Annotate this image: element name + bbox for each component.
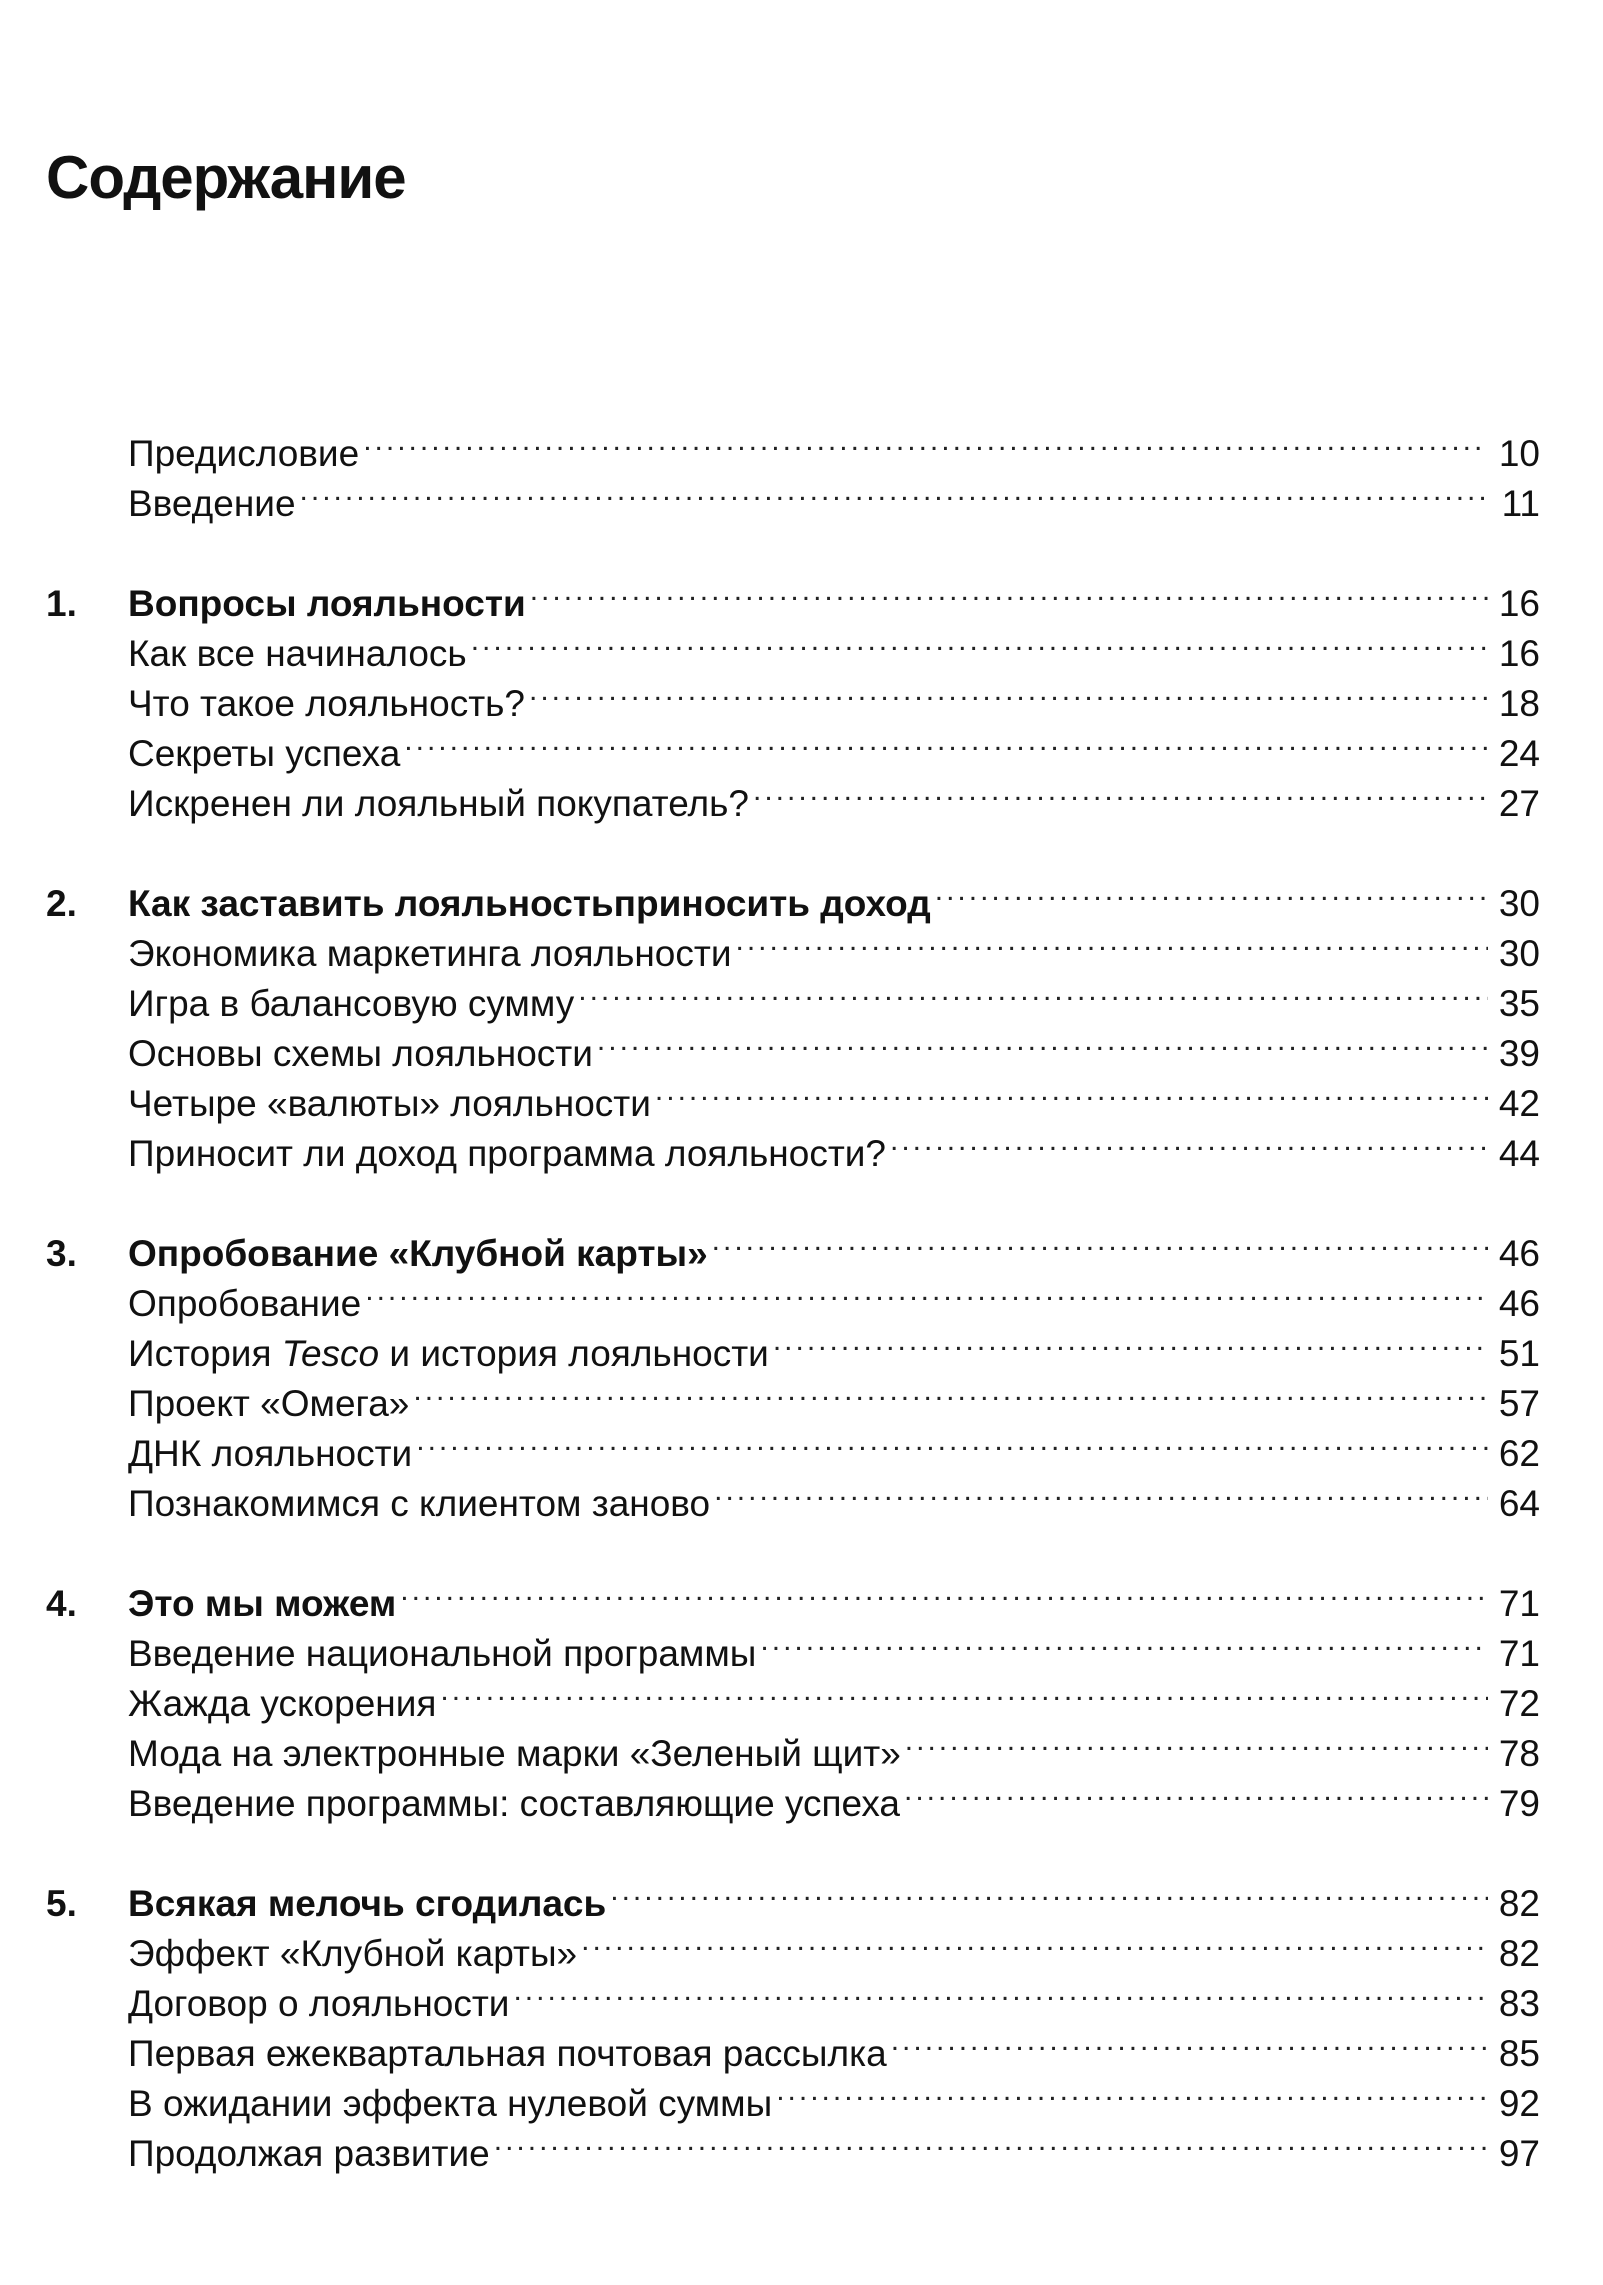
page-number: 46 xyxy=(1498,1283,1540,1324)
chapter-number: 2. xyxy=(46,883,77,924)
dot-leader xyxy=(904,1766,1488,1816)
dot-leader xyxy=(578,966,1488,1016)
dot-leader xyxy=(413,1366,1488,1416)
dot-leader xyxy=(440,1666,1488,1716)
toc-chapter-2[interactable] xyxy=(46,866,1540,924)
dot-leader xyxy=(760,1616,1488,1666)
page-number: 16 xyxy=(1498,583,1540,624)
page-number: 39 xyxy=(1498,1033,1540,1074)
page-number: 44 xyxy=(1498,1133,1540,1174)
page-number: 79 xyxy=(1498,1783,1540,1824)
dot-leader xyxy=(530,566,1488,616)
section-title: Приносит ли доход программа лояльности? xyxy=(128,1133,887,1174)
dot-leader xyxy=(529,666,1488,716)
chapter-title: Вопросы лояльности xyxy=(128,583,526,624)
chapter-number: 5. xyxy=(46,1883,77,1924)
dot-leader xyxy=(610,1866,1488,1916)
section-title: Введение национальной программы xyxy=(128,1633,757,1674)
dot-leader xyxy=(365,1266,1488,1316)
page-title: Содержание xyxy=(46,144,406,211)
dot-leader xyxy=(776,2066,1488,2116)
dot-leader xyxy=(736,916,1489,966)
toc-chapter-5[interactable] xyxy=(46,1866,1540,1924)
chapter-title: Всякая мелочь сгодилась xyxy=(128,1883,607,1924)
page-number: 57 xyxy=(1498,1383,1540,1424)
page-number: 11 xyxy=(1501,483,1540,524)
dot-leader xyxy=(597,1016,1488,1066)
section-title: Первая ежеквартальная почтовая рассылка xyxy=(128,2033,887,2074)
section-title: Эффект «Клубной карты» xyxy=(128,1933,578,1974)
dot-leader xyxy=(935,866,1488,916)
section-title: Мода на электронные марки «Зеленый щит» xyxy=(128,1733,901,1774)
page-number: 30 xyxy=(1498,883,1540,924)
section-title: Опробование xyxy=(128,1283,362,1324)
section-title: Познакомимся с клиентом заново xyxy=(128,1483,711,1524)
section-title: Продолжая развитие xyxy=(128,2133,490,2174)
dot-leader xyxy=(471,616,1488,666)
page-number: 92 xyxy=(1498,2083,1540,2124)
dot-leader xyxy=(891,2016,1488,2066)
page-number: 18 xyxy=(1498,683,1540,724)
chapter-title: Как заставить лояльностьприносить доход xyxy=(128,883,931,924)
page-number: 71 xyxy=(1498,1633,1540,1674)
page-number: 10 xyxy=(1498,433,1540,474)
page-number: 82 xyxy=(1498,1883,1540,1924)
toc-chapter-4[interactable] xyxy=(46,1566,1540,1624)
chapter-number: 4. xyxy=(46,1583,77,1624)
chapter-title: Опробование «Клубной карты» xyxy=(128,1233,708,1274)
brand-name: Tesco xyxy=(281,1333,380,1374)
section-title: Введение программы: составляющие успеха xyxy=(128,1783,900,1824)
section-title: Искренен ли лояльный покупатель? xyxy=(128,783,749,824)
chapter-title: Это мы можем xyxy=(128,1583,397,1624)
toc-chapter-1[interactable] xyxy=(46,566,1540,624)
entry-label: Введение xyxy=(128,483,296,524)
dot-leader xyxy=(513,1966,1488,2016)
dot-leader xyxy=(494,2116,1488,2166)
page-number: 35 xyxy=(1498,983,1540,1024)
page-number: 51 xyxy=(1498,1333,1540,1374)
toc-chapter-3[interactable] xyxy=(46,1216,1540,1274)
dot-leader xyxy=(905,1716,1488,1766)
dot-leader xyxy=(581,1916,1488,1966)
section-title: Секреты успеха xyxy=(128,733,401,774)
page-number: 30 xyxy=(1498,933,1540,974)
dot-leader xyxy=(712,1216,1488,1266)
page-number: 78 xyxy=(1498,1733,1540,1774)
chapter-number: 1. xyxy=(46,583,77,624)
section-title: Игра в балансовую сумму xyxy=(128,983,575,1024)
page-number: 83 xyxy=(1498,1983,1540,2024)
dot-leader xyxy=(363,416,1488,466)
page-number: 71 xyxy=(1498,1583,1540,1624)
toc-entry-preface[interactable] xyxy=(46,416,1540,474)
dot-leader xyxy=(714,1466,1488,1516)
section-title: В ожидании эффекта нулевой суммы xyxy=(128,2083,773,2124)
page-number: 27 xyxy=(1498,783,1540,824)
chapter-number: 3. xyxy=(46,1233,77,1274)
dot-leader xyxy=(773,1316,1488,1366)
section-title: Как все начиналось xyxy=(128,633,467,674)
page-number: 72 xyxy=(1498,1683,1540,1724)
section-title: История Tesco и история лояльности xyxy=(128,1333,769,1374)
page-number: 24 xyxy=(1498,733,1540,774)
dot-leader xyxy=(753,766,1488,816)
entry-label: Предисловие xyxy=(128,433,360,474)
page-number: 46 xyxy=(1498,1233,1540,1274)
section-title: Что такое лояльность? xyxy=(128,683,525,724)
section-title: Четыре «валюты» лояльности xyxy=(128,1083,651,1124)
page-number: 42 xyxy=(1498,1083,1540,1124)
section-title: Основы схемы лояльности xyxy=(128,1033,593,1074)
dot-leader xyxy=(655,1066,1488,1116)
page-number: 16 xyxy=(1498,633,1540,674)
dot-leader xyxy=(890,1116,1488,1166)
page-number: 64 xyxy=(1498,1483,1540,1524)
dot-leader xyxy=(300,466,1488,516)
page-number: 82 xyxy=(1498,1933,1540,1974)
dot-leader xyxy=(400,1566,1488,1616)
dot-leader xyxy=(416,1416,1488,1466)
section-title: Жажда ускорения xyxy=(128,1683,437,1724)
section-title: Договор о лояльности xyxy=(128,1983,510,2024)
section-title: Проект «Омега» xyxy=(128,1383,410,1424)
page-number: 85 xyxy=(1498,2033,1540,2074)
section-title: Экономика маркетинга лояльности xyxy=(128,933,732,974)
page-number: 97 xyxy=(1498,2133,1540,2174)
table-of-contents xyxy=(46,416,1540,2174)
dot-leader xyxy=(404,716,1488,766)
section-title: ДНК лояльности xyxy=(128,1433,413,1474)
page-number: 62 xyxy=(1498,1433,1540,1474)
